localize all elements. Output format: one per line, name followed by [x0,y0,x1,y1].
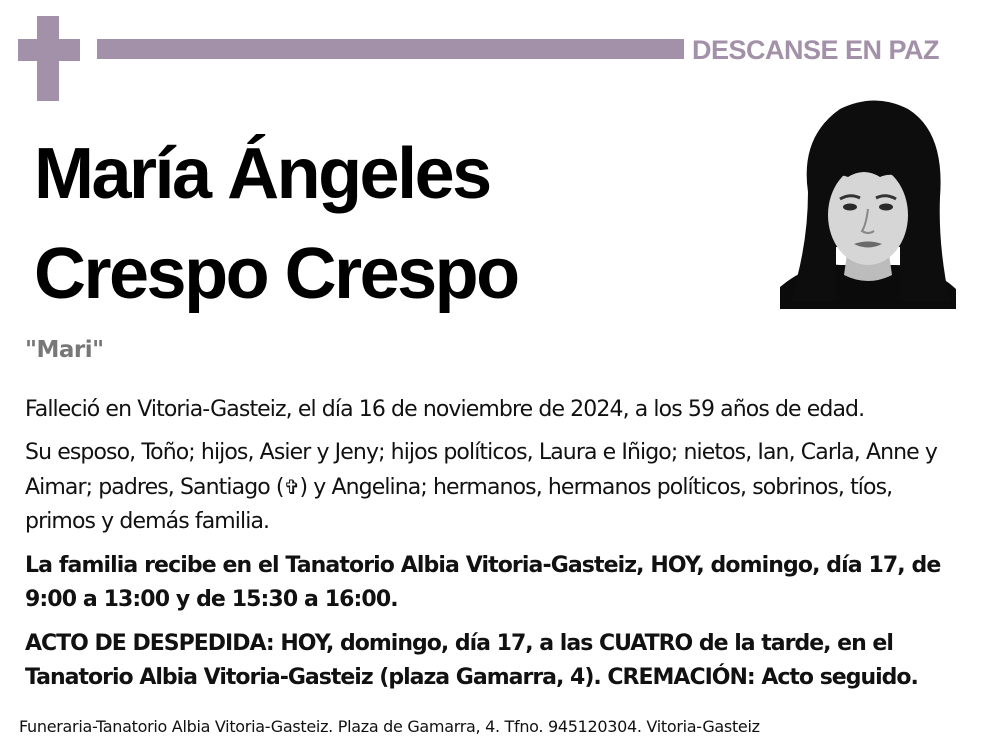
deceased-name-first: María Ángeles [34,134,490,214]
latin-cross-icon-arm [18,39,80,61]
family-list-text [25,436,960,539]
deceased-name-surnames: Crespo Crespo [34,234,518,314]
visitation-text: La familia recibe en el Tanatorio Albia Vitoria-Gasteiz, HOY, domingo, día 17, de 9:00 a 13:00 y de 15:30 a 16:00. [25,553,941,612]
death-notice-text: Falleció en Vitoria-Gasteiz, el día 16 de noviembre de 2024, a los 59 años de edad. [25,397,865,422]
deceased-nickname: "Mari" [25,337,104,363]
funeral-home-footer: Funeraria-Tanatorio Albia Vitoria-Gasteiz. Plaza de Gamarra, 4. Tfno. 945120304. Vitoria-Gasteiz [19,717,760,736]
rest-in-peace-banner: DESCANSE EN PAZ [692,35,940,65]
family-list-part1: Su esposo, Toño; hijos, Asier y Jeny; hijos políticos, Laura e Iñigo; nietos, Ian, Carla, Anne y Aimar; padres, Santiago ( [25,440,938,500]
cross-icon: ✞ [283,475,300,499]
portrait-photo [780,97,956,309]
ceremony-text: ACTO DE DESPEDIDA: HOY, domingo, día 17, a las CUATRO de la tarde, en el Tanatorio Albia Vitoria-Gasteiz (plaza Gamarra, 4). CREMACIÓN: Acto seguido. [25,631,918,690]
family-list-part2: ) y Angelina; hermanos, hermanos políticos, sobrinos, tíos, primos y demás familia. [25,475,893,534]
header-divider-bar [97,39,684,59]
